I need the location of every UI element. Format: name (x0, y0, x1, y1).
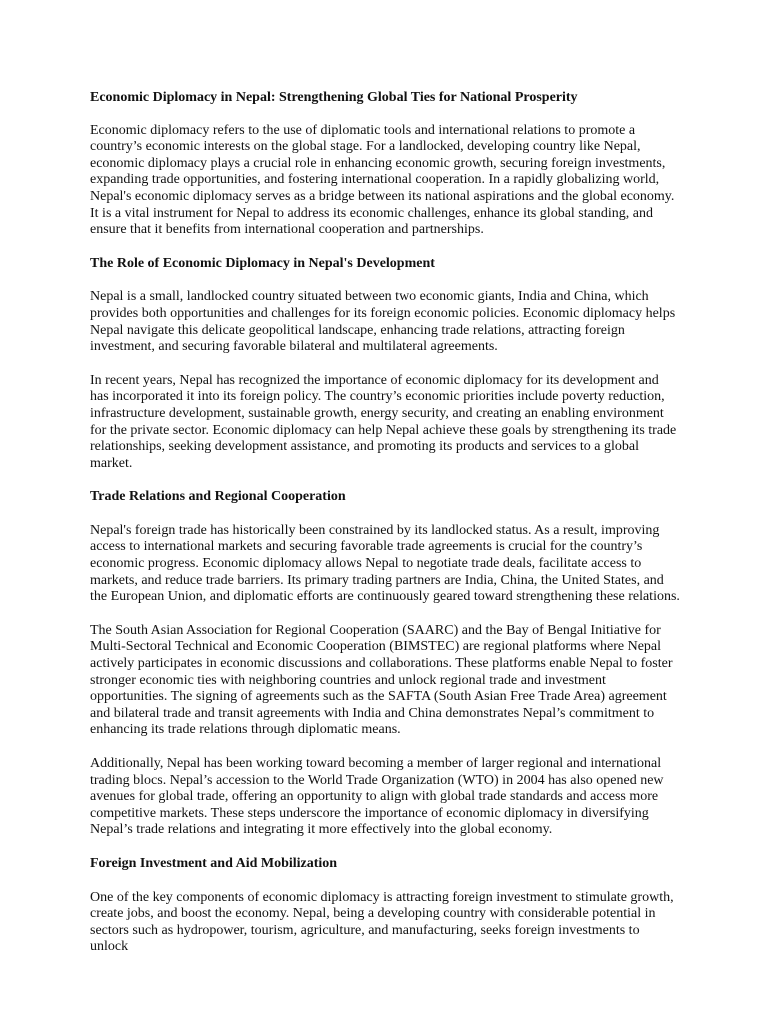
section-foreign-investment (90, 856, 680, 956)
document-title: Economic Diplomacy in Nepal: Strengthening Global Ties for National Prosperity (90, 90, 578, 105)
intro-paragraph: Economic diplomacy refers to the use of diplomatic tools and international relations to promote a country’s economic interests on the global stage. For a landlocked, developing country like Nepal, economic diplomacy plays a crucial role in enhancing economic growth, securing foreign investments, expanding trade opportunities, and fostering international cooperation. In a rapidly globalizing world, Nepal's economic diplomacy serves as a bridge between its national aspirations and the global economy. It is a vital instrument for Nepal to address its economic challenges, enhance its global standing, and ensure that it benefits from international cooperation and partnerships. (90, 122, 675, 238)
paragraph: Nepal is a small, landlocked country situated between two economic giants, India and China, which provides both opportunities and challenges for its foreign economic policies. Economic diplomacy helps Nepal navigate this delicate geopolitical landscape, enhancing trade relations, attracting foreign investment, and securing favorable bilateral and multilateral agreements. (90, 289, 676, 355)
paragraph: In recent years, Nepal has recognized the importance of economic diplomacy for its development and has incorporated it into its foreign policy. The country’s economic priorities include poverty reduction, infrastructure development, sustainable growth, energy security, and creating an enabling environment for the private sector. Economic diplomacy can help Nepal achieve these goals by strengthening its trade relationships, seeking development assistance, and promoting its products and services to a global market. (90, 372, 677, 471)
paragraph: The South Asian Association for Regional Cooperation (SAARC) and the Bay of Bengal Initiative for Multi-Sectoral Technical and Economic Cooperation (BIMSTEC) are regional platforms where Nepal actively participates in economic discussions and collaborations. These platforms enable Nepal to foster stronger economic ties with neighboring countries and unlock regional trade and investment opportunities. The signing of agreements such as the SAFTA (South Asian Free Trade Area) agreement and bilateral trade and transit agreements with India and China demonstrates Nepal’s commitment to enhancing its trade relations through diplomatic means. (90, 622, 673, 738)
paragraph: Additionally, Nepal has been working toward becoming a member of larger regional and international trading blocs. Nepal’s accession to the World Trade Organization (WTO) in 2004 has also opened new avenues for global trade, offering an opportunity to align with global trade standards and access more competitive markets. These steps underscore the importance of economic diplomacy in diversifying Nepal’s trade relations and integrating it more effectively into the global economy. (90, 756, 664, 838)
paragraph: Nepal's foreign trade has historically been constrained by its landlocked status. As a result, improving access to international markets and securing favorable trade agreements is crucial for the country’s economic progress. Economic diplomacy allows Nepal to negotiate trade deals, facilitate access to markets, and reduce trade barriers. Its primary trading partners are India, China, the United States, and the European Union, and diplomatic efforts are continuously geared toward strengthening these relations. (90, 522, 680, 605)
section-heading: Trade Relations and Regional Cooperation (90, 489, 346, 505)
paragraph: One of the key components of economic diplomacy is attracting foreign investment to stimulate growth, create jobs, and boost the economy. Nepal, being a developing country with considerable potential in sectors such as hydropower, tourism, agriculture, and manufacturing, seeks foreign investments to unlock (90, 889, 674, 955)
document-page (90, 90, 680, 973)
section-heading: Foreign Investment and Aid Mobilization (90, 855, 338, 871)
section-trade-relations (90, 489, 680, 839)
section-heading: The Role of Economic Diplomacy in Nepal's Development (90, 255, 435, 271)
section-role-of-economic-diplomacy (90, 256, 680, 473)
